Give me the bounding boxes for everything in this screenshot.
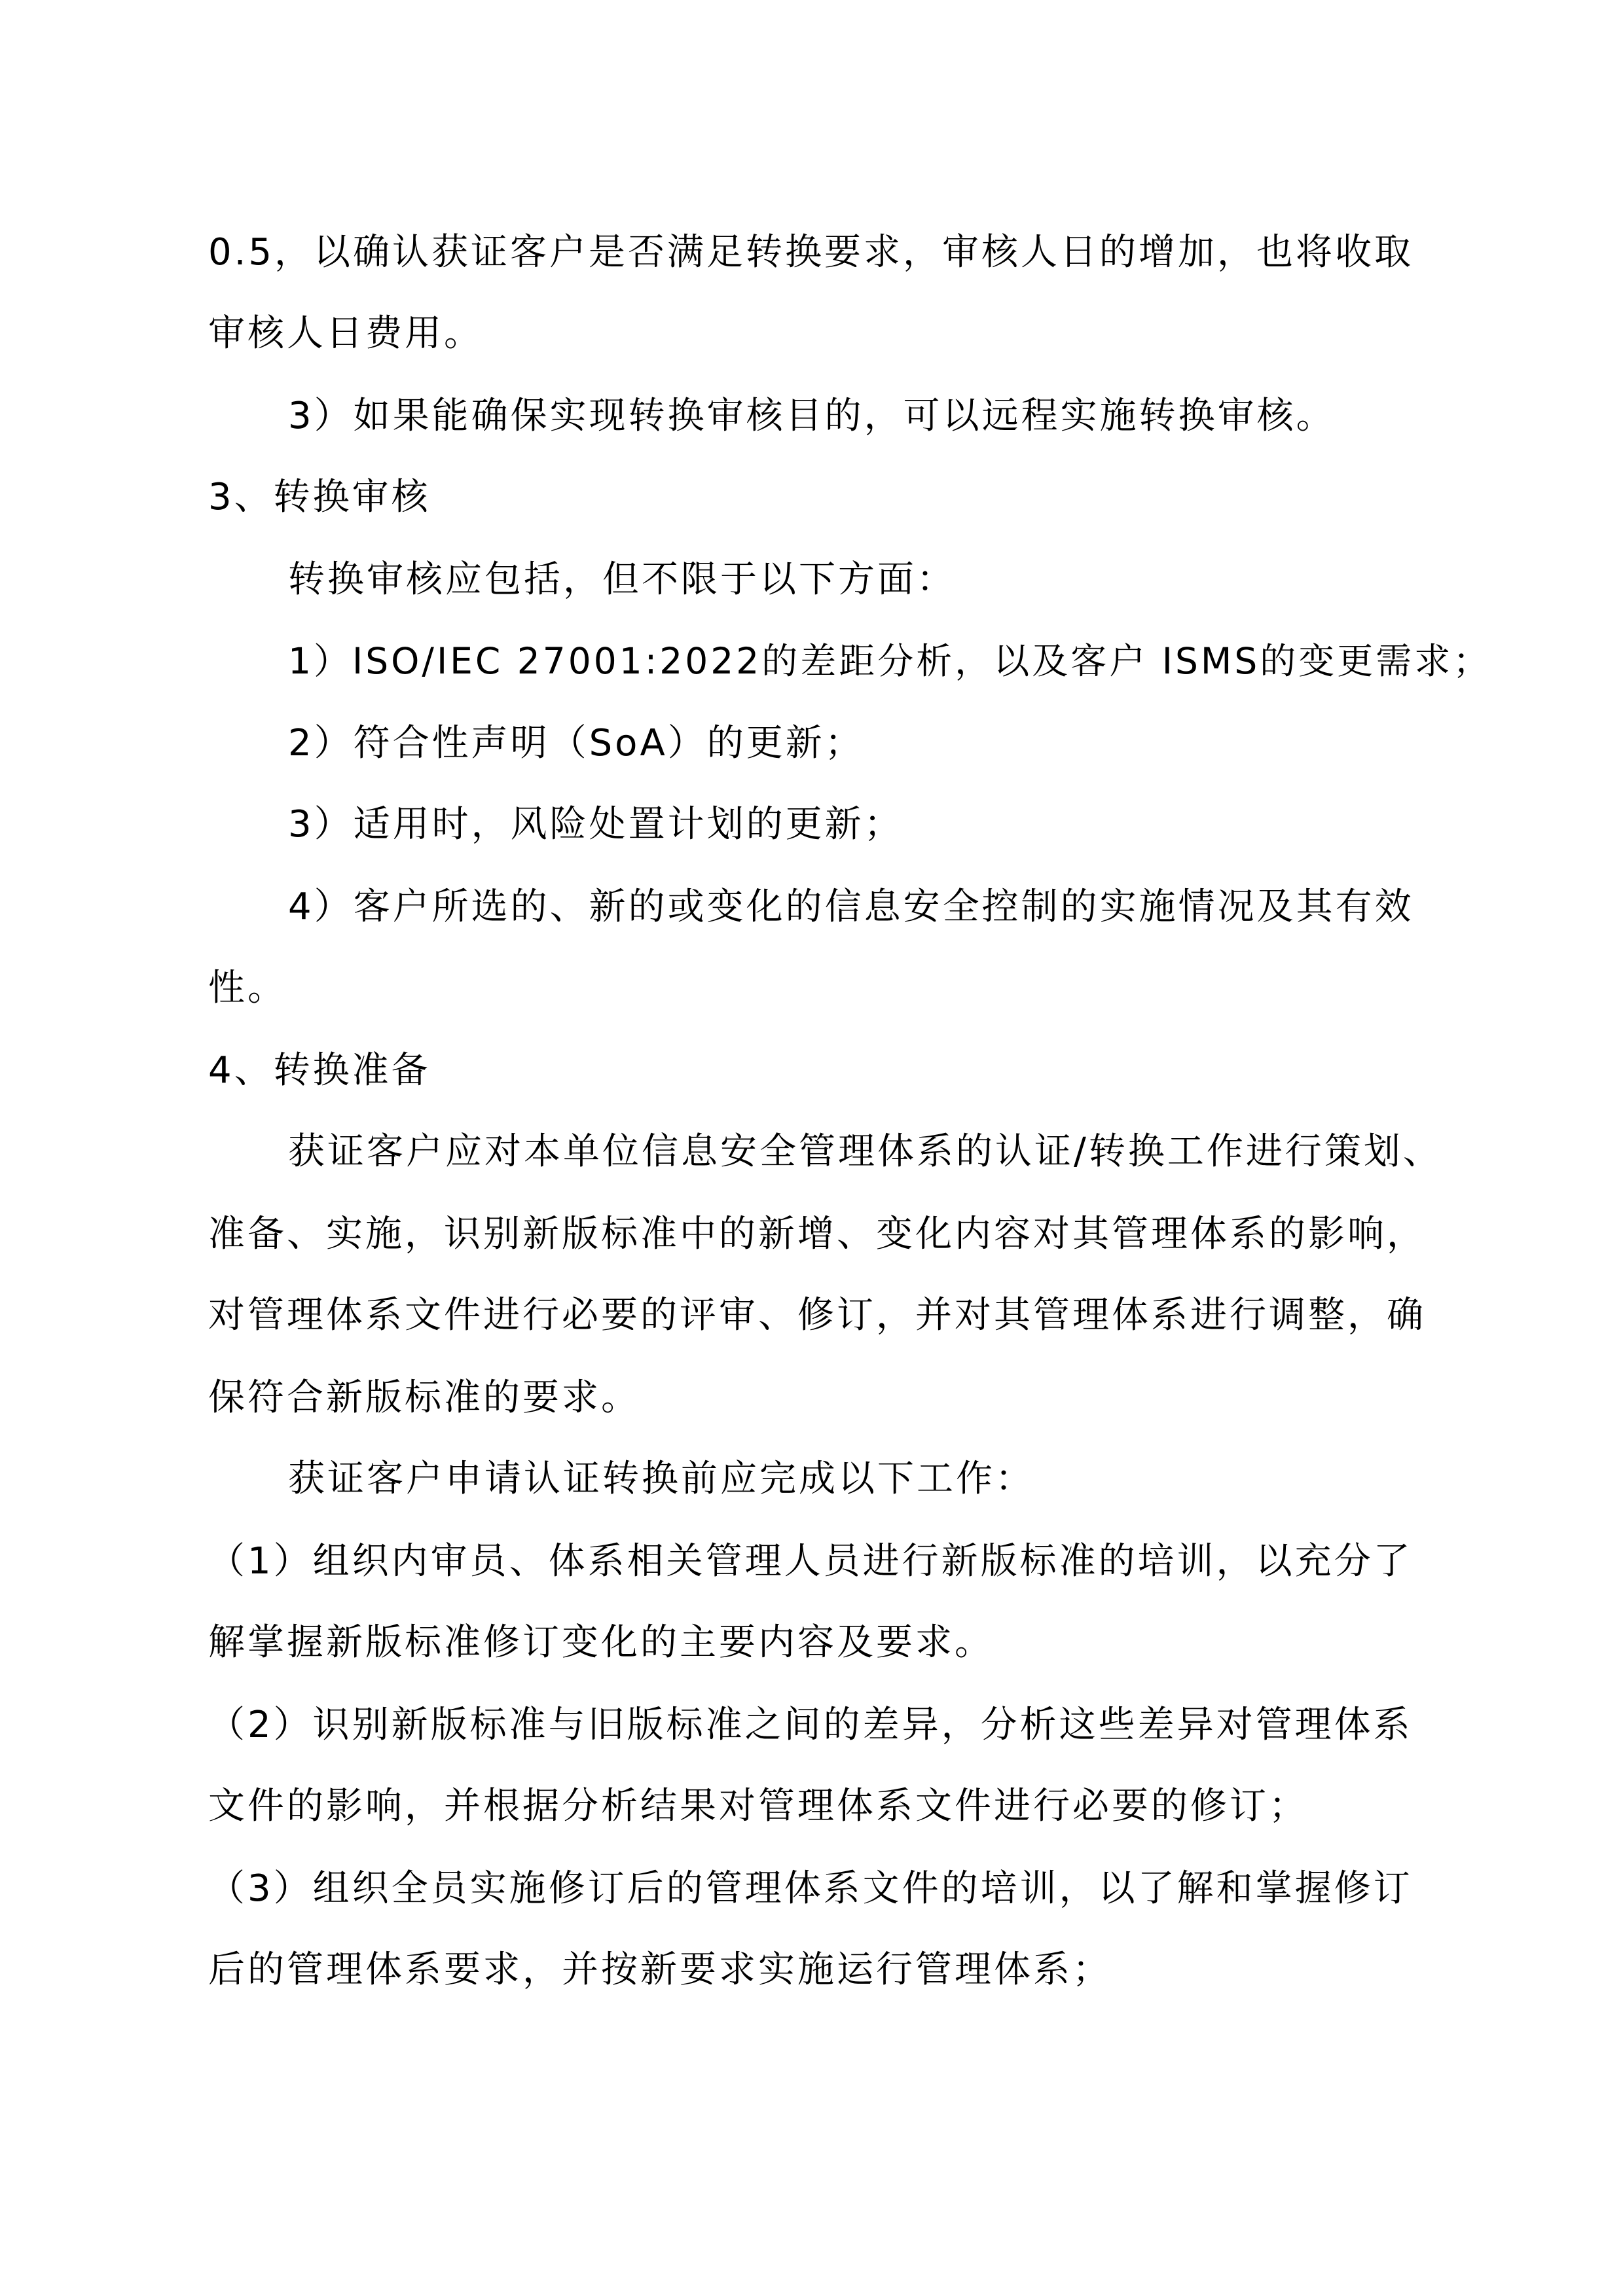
text-line: 3）适用时，风险处置计划的更新； (288, 803, 903, 846)
section-heading: 3、转换审核 (208, 476, 431, 518)
text-line: 对管理体系文件进行必要的评审、修订，并对其管理体系进行调整，确 (208, 1294, 1426, 1336)
text-line: 获证客户应对本单位信息安全管理体系的认证/转换工作进行策划、 (288, 1130, 1442, 1173)
text-line: 解掌握新版标准修订变化的主要内容及要求。 (208, 1621, 994, 1664)
text-line: 3）如果能确保实现转换审核目的，可以远程实施转换审核。 (288, 395, 1336, 437)
text-line: 0.5，以确认获证客户是否满足转换要求，审核人日的增加，也将收取 (208, 231, 1414, 274)
section-heading: 4、转换准备 (208, 1049, 431, 1092)
text-line: 后的管理体系要求，并按新要求实施运行管理体系； (208, 1948, 1112, 1991)
text-line: 保符合新版标准的要求。 (208, 1376, 640, 1419)
text-line: 准备、实施，识别新版标准中的新增、变化内容对其管理体系的影响， (208, 1213, 1426, 1255)
text-line: 转换审核应包括，但不限于以下方面： (288, 558, 956, 601)
text-line: 审核人日费用。 (208, 312, 483, 355)
text-line: 获证客户申请认证转换前应完成以下工作： (288, 1458, 1034, 1500)
text-line: 2）符合性声明（SoA）的更新； (288, 722, 864, 764)
text-line: 性。 (208, 967, 287, 1009)
text-line: （3）组织全员实施修订后的管理体系文件的培训，以了解和掌握修订 (208, 1867, 1413, 1910)
text-line: （2）识别新版标准与旧版标准之间的差异，分析这些差异对管理体系 (208, 1704, 1413, 1746)
text-line: 文件的影响，并根据分析结果对管理体系文件进行必要的修订； (208, 1785, 1308, 1827)
text-line: （1）组织内审员、体系相关管理人员进行新版标准的培训，以充分了 (208, 1540, 1413, 1583)
text-line: 4）客户所选的、新的或变化的信息安全控制的实施情况及其有效 (288, 886, 1414, 928)
text-line: 1）ISO/IEC 27001:2022的差距分析，以及客户 ISMS的变更需求； (288, 640, 1492, 682)
